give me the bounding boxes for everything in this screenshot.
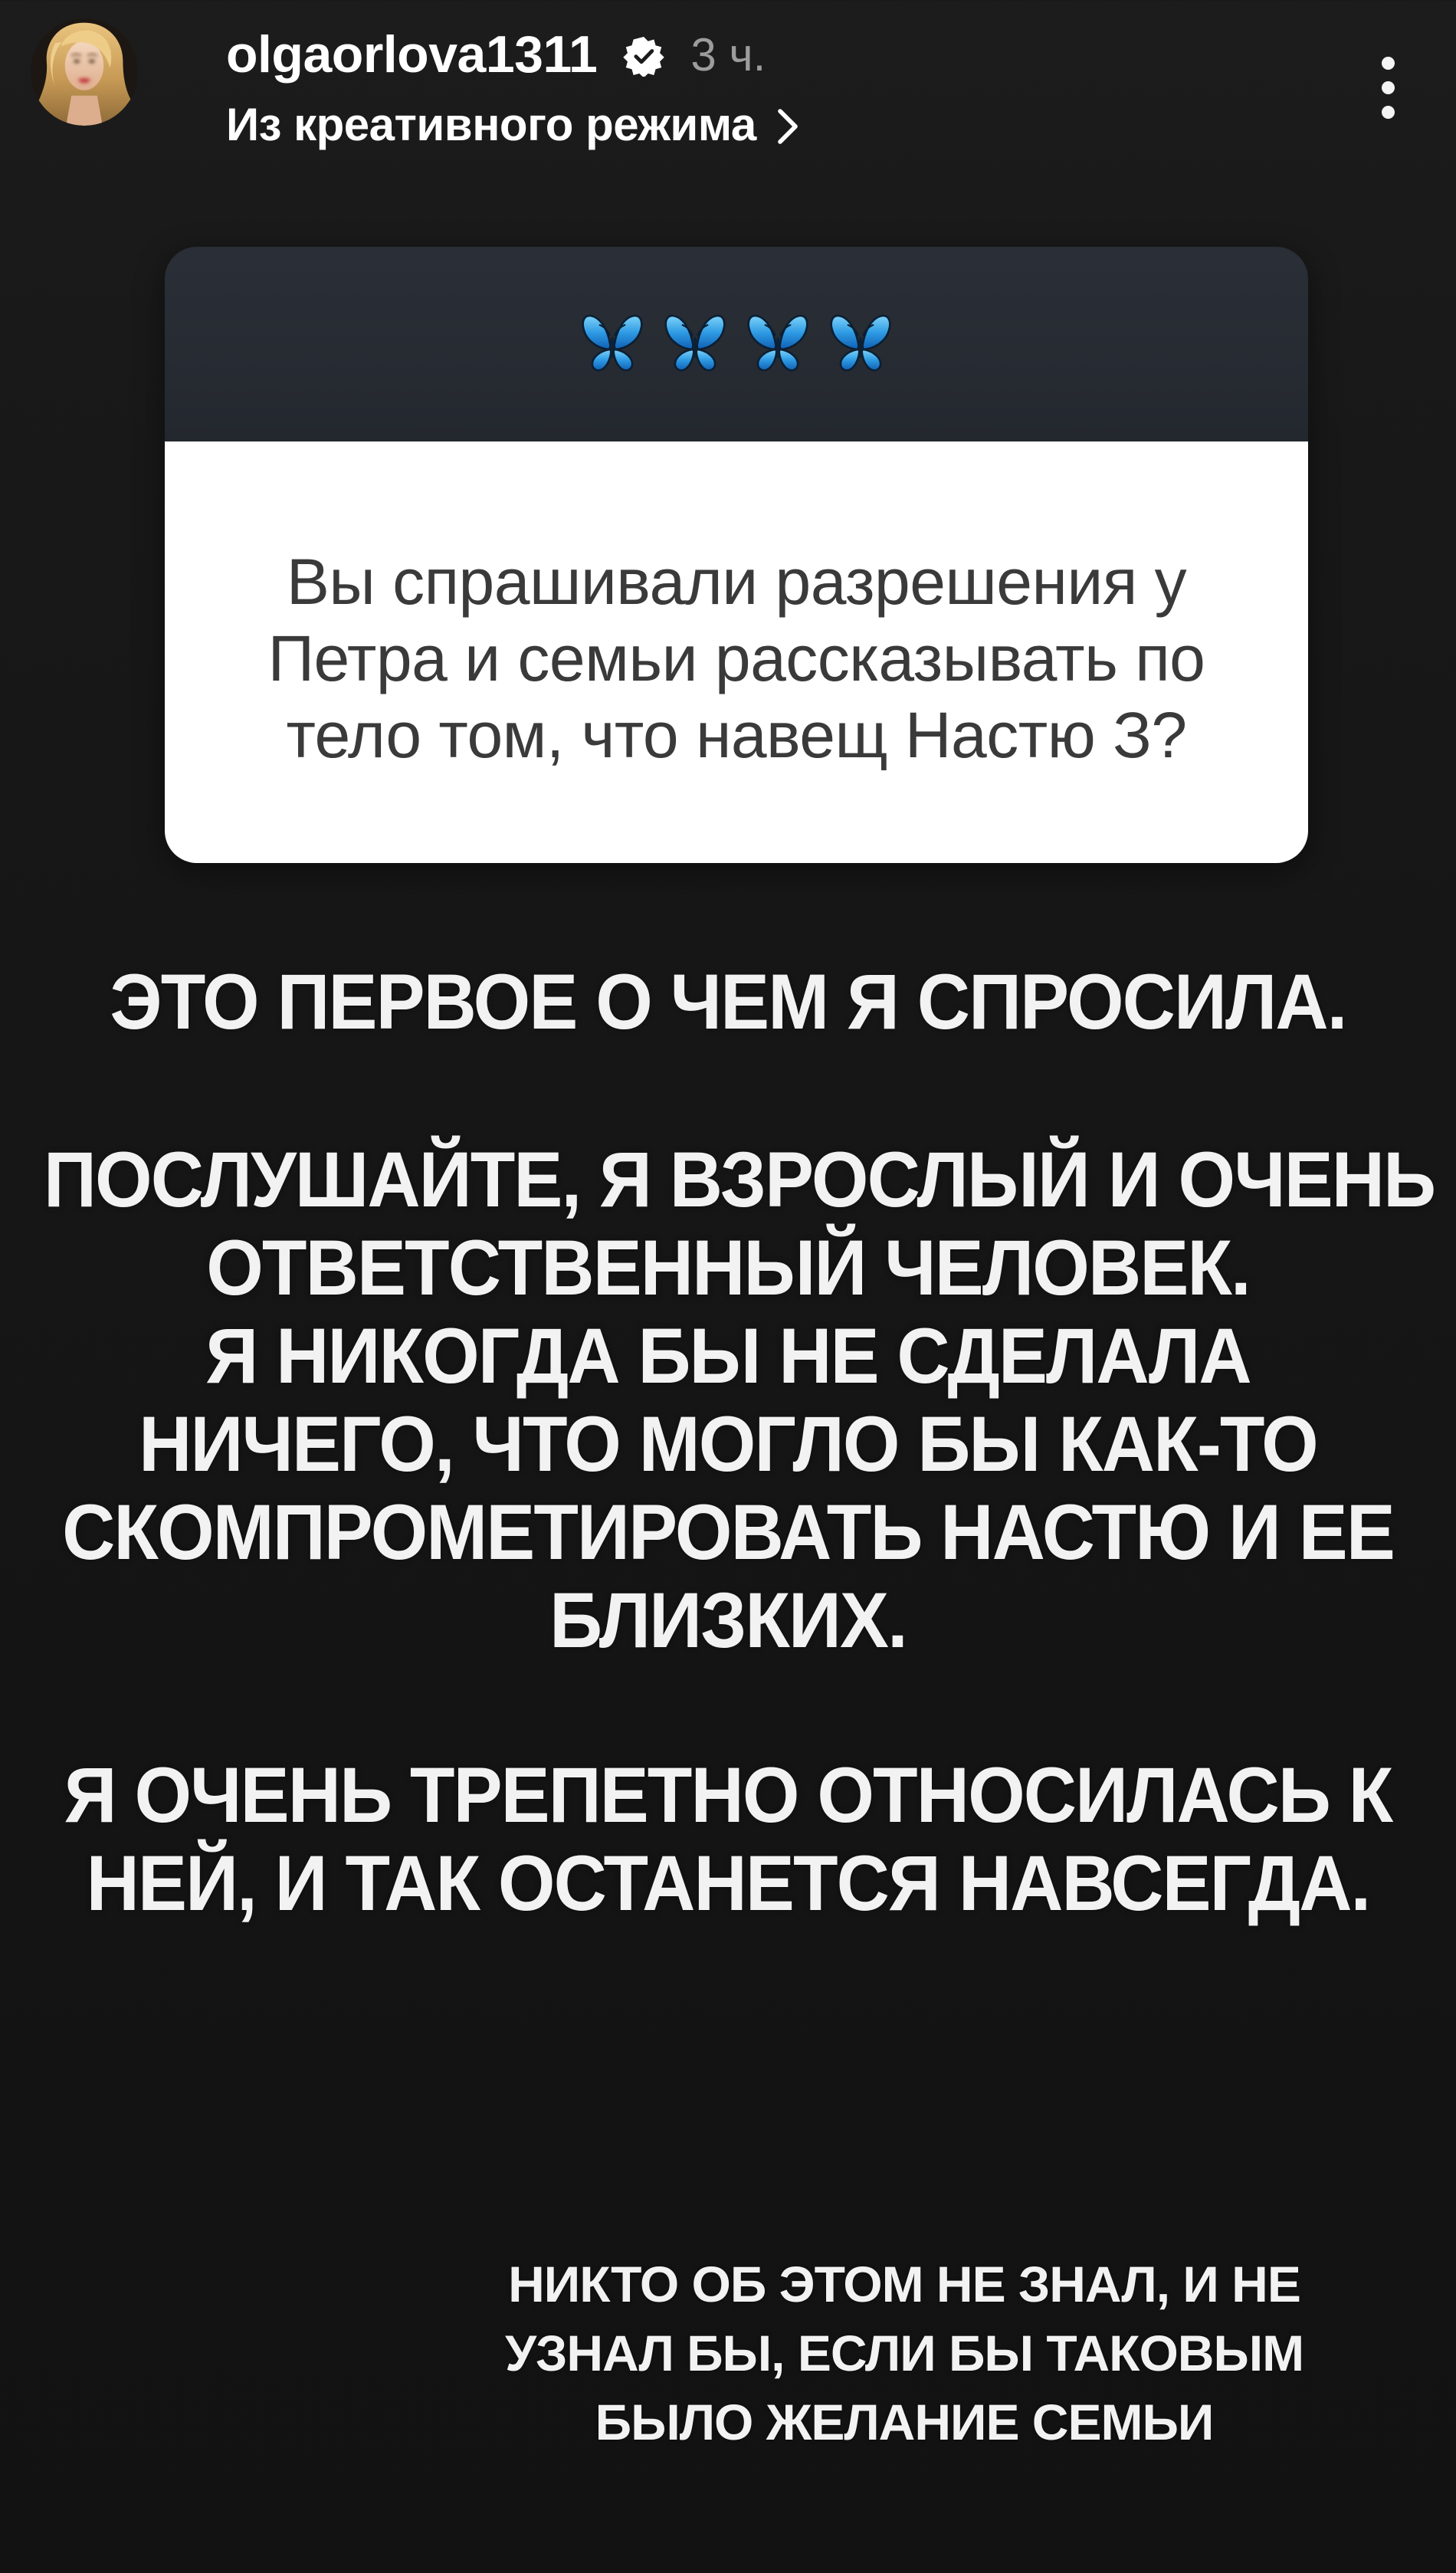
- text-line: Петра и семьи рассказывать по: [267, 622, 1205, 694]
- sticker-question: [165, 441, 1308, 863]
- butterfly-icon: [745, 310, 811, 378]
- header-row-username: [226, 23, 799, 86]
- kebab-dot: [1382, 81, 1395, 94]
- butterfly-icon: [662, 310, 728, 378]
- butterfly-icon: [579, 310, 645, 378]
- chevron-right-icon: [776, 107, 799, 146]
- text-line: БЛИЗКИХ.: [549, 1577, 907, 1664]
- username[interactable]: olgaorlova1311: [226, 25, 598, 84]
- text-line: ЭТО ПЕРВОЕ О ЧЕМ Я СПРОСИЛА.: [110, 958, 1346, 1045]
- text-line: БЫЛО ЖЕЛАНИЕ СЕМЬИ: [595, 2394, 1214, 2450]
- sticker-header: [165, 247, 1308, 441]
- text-line: Я ОЧЕНЬ ТРЕПЕТНО ОТНОСИЛАСЬ К: [64, 1751, 1392, 1839]
- story-text-block-3: [44, 1751, 1412, 1928]
- kebab-dot: [1382, 106, 1395, 119]
- story-text-block-4: [330, 2250, 1456, 2456]
- story-text-block-2: [44, 1136, 1435, 1665]
- question-sticker[interactable]: [165, 247, 1308, 863]
- avatar-image: [31, 18, 138, 126]
- kebab-menu-button[interactable]: [1382, 57, 1395, 119]
- avatar[interactable]: [31, 18, 138, 126]
- text-line: НИКТО ОБ ЭТОМ НЕ ЗНАЛ, И НЕ: [508, 2256, 1300, 2312]
- text-line: Я НИКОГДА БЫ НЕ СДЕЛАЛА: [205, 1312, 1251, 1400]
- story-text-block-1: [44, 958, 1412, 1046]
- text-line: Вы спрашивали разрешения у: [286, 546, 1187, 618]
- text-line: ПОСЛУШАЙТЕ, Я ВЗРОСЛЫЙ И ОЧЕНЬ: [44, 1136, 1435, 1223]
- kebab-dot: [1382, 57, 1395, 70]
- timestamp: 3 ч.: [690, 28, 766, 80]
- creative-mode-label: Из креативного режима: [226, 99, 756, 150]
- butterfly-icon: [828, 310, 894, 378]
- text-line: тело том, что навещ Настю З?: [286, 699, 1187, 771]
- text-line: НЕЙ, И ТАК ОСТАНЕТСЯ НАВСЕГДА.: [86, 1839, 1370, 1927]
- story-header: [0, 0, 1456, 192]
- text-line: НИЧЕГО, ЧТО МОГЛО БЫ КАК-ТО: [139, 1400, 1317, 1488]
- verified-badge-icon: [623, 35, 664, 77]
- creative-mode-link[interactable]: [226, 98, 799, 151]
- text-line: ОТВЕТСТВЕННЫЙ ЧЕЛОВЕК.: [206, 1224, 1250, 1311]
- text-line: СКОМПРОМЕТИРОВАТЬ НАСТЮ И ЕЕ: [62, 1488, 1394, 1576]
- text-line: УЗНАЛ БЫ, ЕСЛИ БЫ ТАКОВЫМ: [504, 2325, 1304, 2381]
- header-text: [226, 23, 799, 151]
